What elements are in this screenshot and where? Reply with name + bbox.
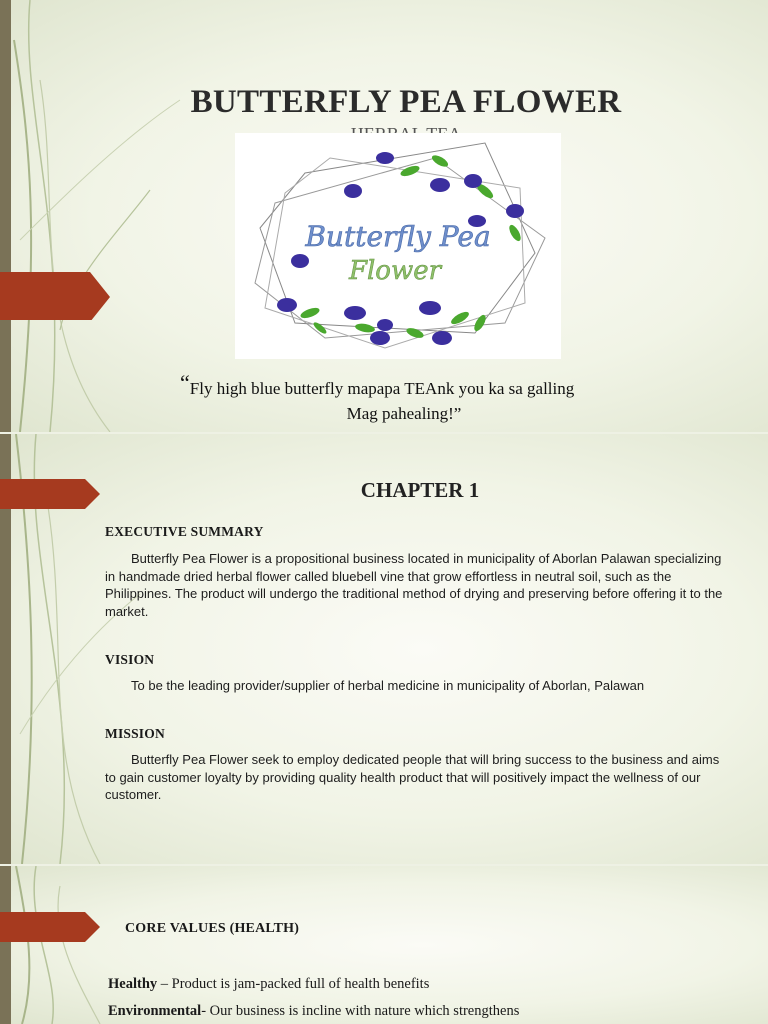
mission-text [105, 751, 730, 804]
mission-body: Butterfly Pea Flower seek to employ dedicated people that will bring success to the business and aims to gain customer loyalty by providing quality health product that will positively impact the wellness of our customer. [105, 752, 720, 802]
slide-core-values [0, 866, 768, 1024]
logo-graphic [235, 133, 561, 359]
core-value-term: Environmental [108, 1003, 202, 1019]
vision-text [105, 677, 730, 695]
quote-line-2: Mag pahealing!” [346, 404, 462, 423]
vision-body: To be the leading provider/supplier of herbal medicine in municipality of Aborlan, Palawan [131, 678, 645, 693]
core-value-term: Healthy [108, 976, 158, 992]
quote-text-1: Fly high blue butterfly mapapa TEAnk you ka sa galling [189, 379, 575, 398]
core-value-desc: Our business is incline with nature which strengthens [209, 1003, 520, 1019]
arrow-marker [0, 272, 110, 320]
mission-heading: MISSION [105, 726, 165, 741]
decorative-swirls [0, 0, 200, 432]
core-value-item [108, 1003, 519, 1020]
executive-summary-heading: EXECUTIVE SUMMARY [105, 524, 264, 539]
logo-text-line2: Flower [348, 256, 442, 286]
page-title: BUTTERFLY PEA FLOWER [190, 84, 622, 120]
chapter-heading: CHAPTER 1 [360, 478, 480, 502]
core-value-sep: - [201, 1003, 210, 1019]
executive-summary-text [105, 550, 730, 620]
quote-open-mark: “ [180, 370, 190, 395]
logo-text-line1: Butterfly Pea [305, 220, 491, 253]
core-values-heading: CORE VALUES (HEALTH) [125, 921, 300, 936]
arrow-marker [0, 912, 100, 960]
executive-summary-body: Butterfly Pea Flower is a propositional business located in municipality of Aborlan Palawan specializing in handmade dried herbal flower called bluebell vine that grow effortless in neutral soil, such as the Philippines. The product will undergo the traditional method of drying and preserving before offering it to the market. [105, 551, 723, 619]
quote-line-1 [180, 370, 574, 399]
core-value-sep: – [157, 976, 172, 992]
core-value-item [108, 976, 429, 993]
vision-heading: VISION [105, 652, 155, 667]
logo [235, 133, 561, 359]
slide-title [0, 0, 768, 432]
core-value-desc: Product is jam-packed full of health benefits [171, 976, 430, 992]
